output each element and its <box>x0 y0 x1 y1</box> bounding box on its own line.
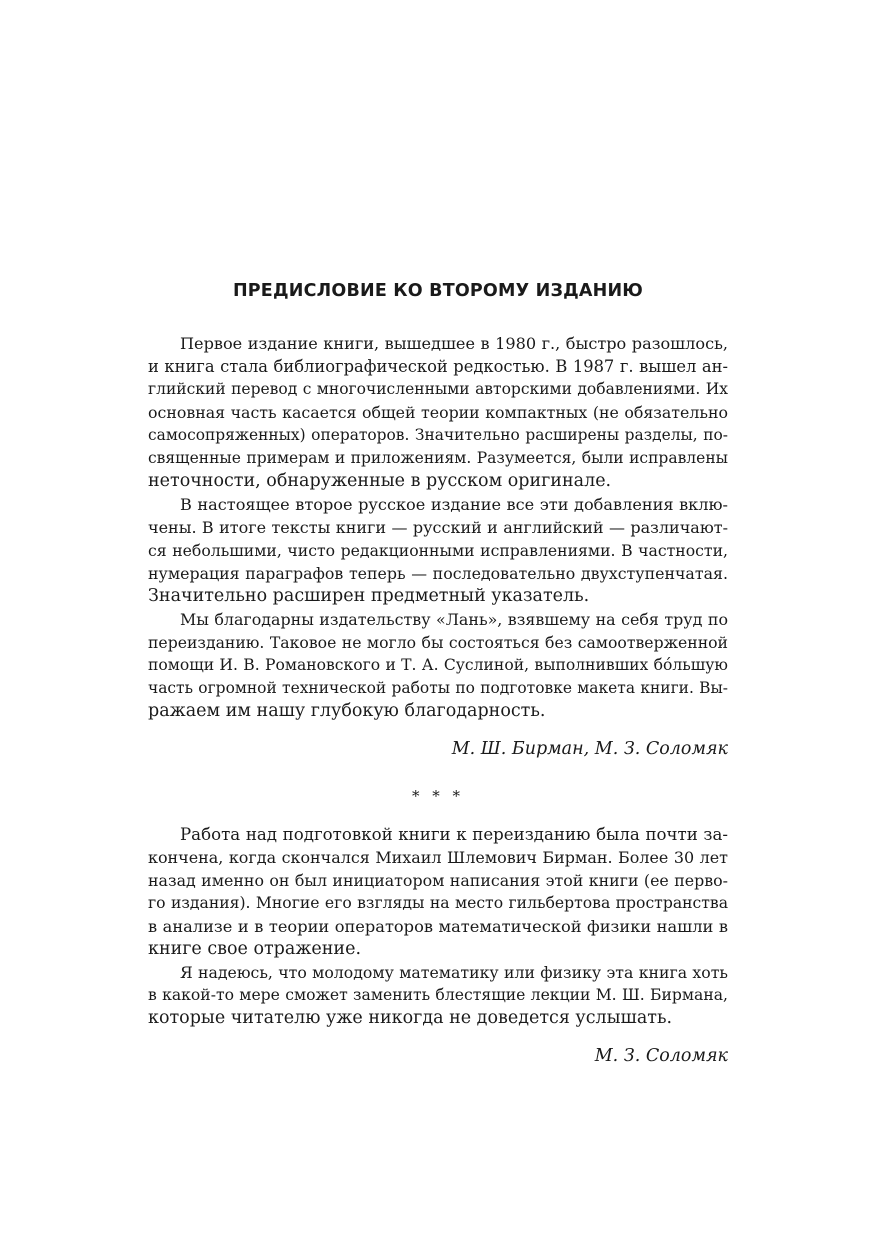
text-line: Мы благодарны издательству «Лань», взявшему на себя труд по <box>180 610 728 629</box>
page <box>148 276 728 1068</box>
page-title: ПРЕДИСЛОВИЕ КО ВТОРОМУ ИЗДАНИЮ <box>232 281 644 301</box>
text-line: кончена, когда скончался Михаил Шлемович Бирман. Более 30 лет <box>148 848 728 867</box>
text-line: В настоящее второе русское издание все эти добавления вклю- <box>180 495 728 514</box>
text-line: в какой-то мере сможет заменить блестящие лекции М. Ш. Бирмана, <box>148 986 728 1004</box>
text-line: часть огромной технической работы по подготовке макета книги. Вы- <box>148 679 728 697</box>
text-line: помощи И. В. Романовского и Т. А. Суслиной, выполнивших бо́льшую <box>148 656 728 674</box>
text-line: ся небольшими, чисто редакционными исправлениями. В частности, <box>148 541 728 560</box>
afterword-section <box>148 823 728 1068</box>
text-line: Я надеюсь, что молодому математику или физику эта книга хоть <box>180 963 728 982</box>
text-line: назад именно он был инициатором написания этой книги (ее перво- <box>148 871 728 890</box>
text-line: в анализе и в теории операторов математической физики нашли в <box>148 917 728 936</box>
text-line: и книга стала библиографической редкостью. В 1987 г. вышел ан- <box>148 357 728 376</box>
text-line: го издания). Многие его взгляды на место гильбертова пространства <box>148 894 728 912</box>
text-line: переизданию. Таковое не могло бы состояться без самоотверженной <box>148 633 728 652</box>
text-line: глийский перевод с многочисленными авторскими добавлениями. Их <box>148 380 728 398</box>
preface-section <box>148 332 728 761</box>
paragraph <box>148 823 728 961</box>
paragraph <box>148 961 728 1030</box>
text-line: Значительно расширен предметный указатель. <box>148 586 590 606</box>
section-separator: * * * <box>411 787 465 805</box>
paragraph <box>148 493 728 608</box>
text-line: книге свое отражение. <box>148 939 362 959</box>
text-line: основная часть касается общей теории компактных (не обязательно <box>148 403 728 422</box>
text-line: Работа над подготовкой книги к переизданию была почти за- <box>180 825 728 844</box>
text-line: самосопряженных) операторов. Значительно расширены разделы, по- <box>148 426 728 444</box>
text-line: нумерация параграфов теперь — последовательно двухступенчатая. <box>148 564 728 583</box>
text-line: ражаем им нашу глубокую благодарность. <box>148 701 546 721</box>
text-line: чены. В итоге тексты книги — русский и английский — различают- <box>148 518 728 537</box>
text-line: священные примерам и приложениям. Разумеется, были исправлены <box>148 449 728 467</box>
author-signature: М. Ш. Бирман, М. З. Соломяк <box>451 739 728 759</box>
paragraph <box>148 332 728 493</box>
text-line: которые читателю уже никогда не доведется услышать. <box>148 1008 673 1028</box>
author-signature: М. З. Соломяк <box>594 1046 728 1066</box>
text-line: Первое издание книги, вышедшее в 1980 г., быстро разошлось, <box>180 334 728 353</box>
paragraph <box>148 608 728 723</box>
text-line: неточности, обнаруженные в русском оригинале. <box>148 471 612 491</box>
